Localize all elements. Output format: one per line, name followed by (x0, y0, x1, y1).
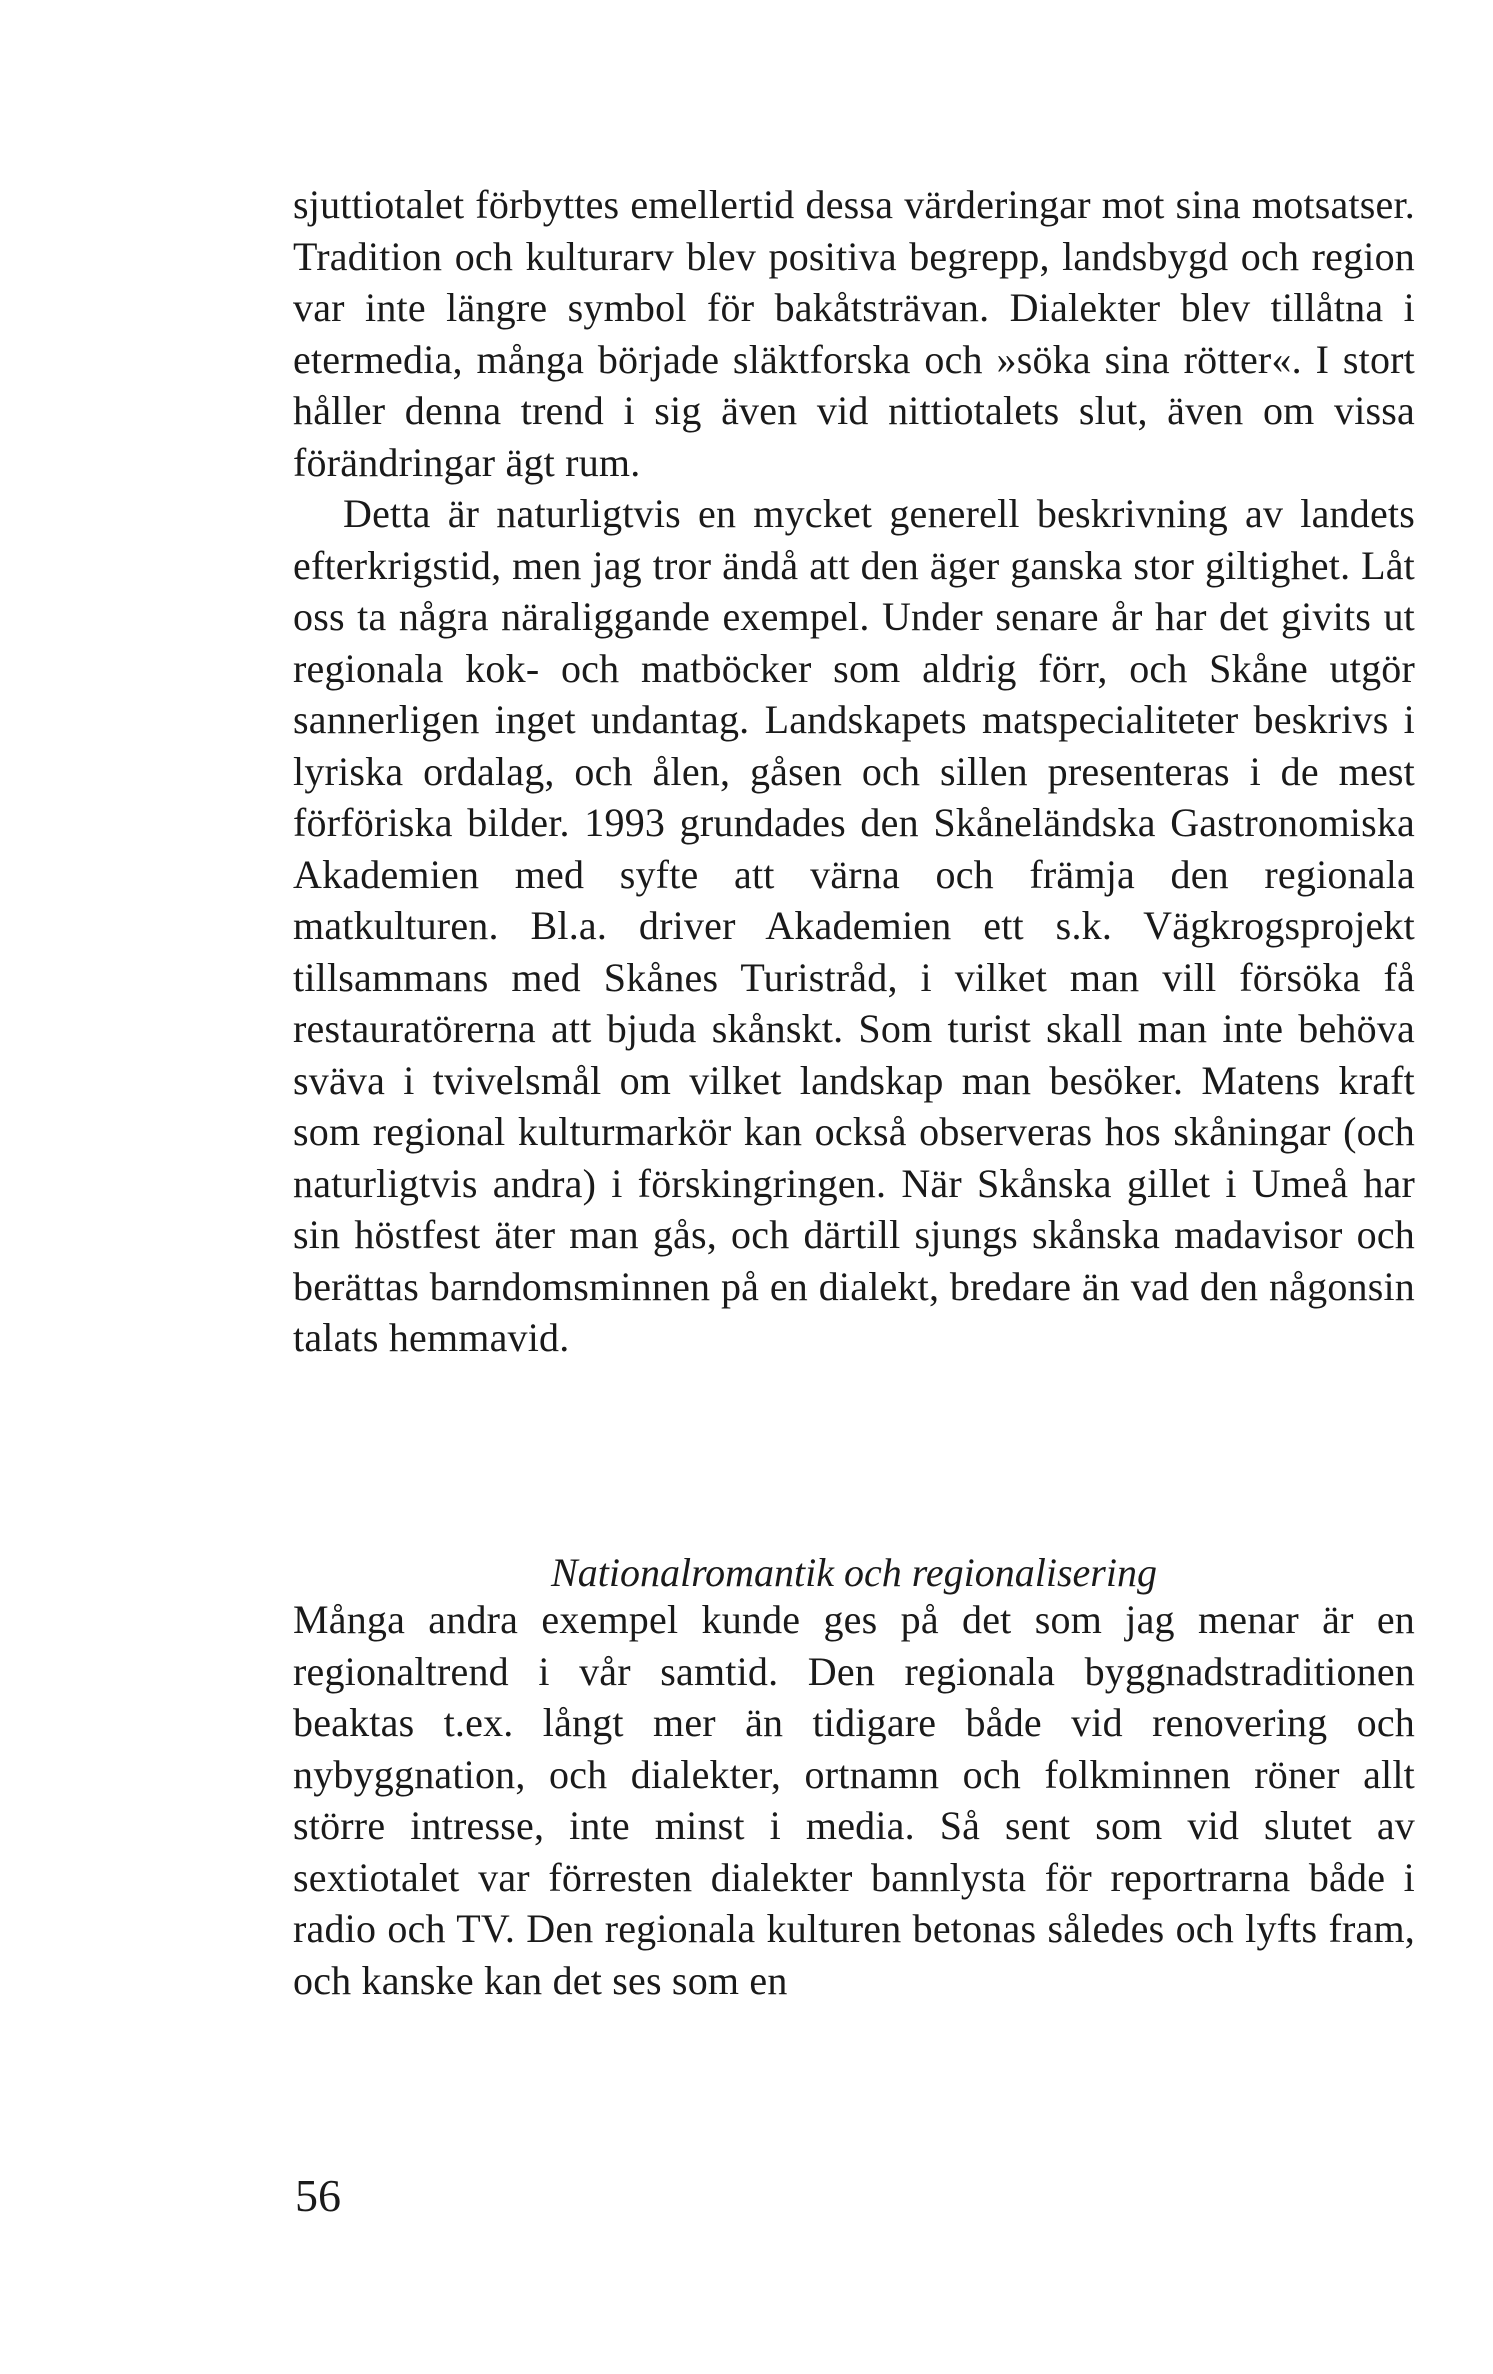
paragraph-indented: Detta är naturligtvis en mycket generell beskrivning av landets efterkrigstid, men jag tror ändå att den äger ganska stor giltighet. Låt oss ta några näraliggande exempel. Under senare år har det givits ut regionala kok- och matböcker som aldrig förr, och Skåne utgör sannerligen inget undantag. Landskapets matspecialiteter beskrivs i lyriska ordalag, och ålen, gåsen och sillen presenteras i de mest förföriska bilder. 1993 grundades den Skåneländska Gastronomiska Akademien med syfte att värna och främja den regionala matkulturen. Bl.a. driver Akademien ett s.k. Vägkrogsprojekt tillsammans med Skånes Turistråd, i vilket man vill försöka få restauratörerna att bjuda skånskt. Som turist skall man inte behöva sväva i tvivelsmål om vilket landskap man besöker. Matens kraft som regional kulturmarkör kan också observeras hos skåningar (och naturligtvis andra) i förskingringen. När Skånska gillet i Umeå har sin höstfest äter man gås, och därtill sjungs skånska madavisor och berättas barndomsminnen på en dialekt, bredare än vad den någonsin talats hemmavid. (293, 491, 1415, 1360)
body-text-lower (293, 1594, 1415, 2006)
body-text-upper (293, 179, 1415, 1364)
paragraph-continuation: sjuttiotalet förbyttes emellertid dessa värderingar mot sina motsatser. Tradition och kulturarv blev positiva begrepp, landsbygd och region var inte längre symbol för bakåtsträvan. Dialekter blev tillåtna i etermedia, många började släktforska och »söka sina rötter«. I stort håller denna trend i sig även vid nittiotalets slut, även om vissa förändringar ägt rum. (293, 182, 1415, 485)
section-heading: Nationalromantik och regionalisering (551, 1550, 1157, 1595)
page-number: 56 (295, 2170, 341, 2221)
paragraph-after-heading: Många andra exempel kunde ges på det som jag menar är en regionaltrend i vår samtid. Den regionala byggnadstraditionen beaktas t.ex. långt mer än tidigare både vid renovering och nybyggnation, och dialekter, ortnamn och folkminnen röner allt större intresse, inte minst i media. Så sent som vid slutet av sextiotalet var förresten dialekter bannlysta för reportrarna både i radio och TV. Den regionala kulturen betonas således och lyfts fram, och kanske kan det ses som en (293, 1597, 1415, 2003)
